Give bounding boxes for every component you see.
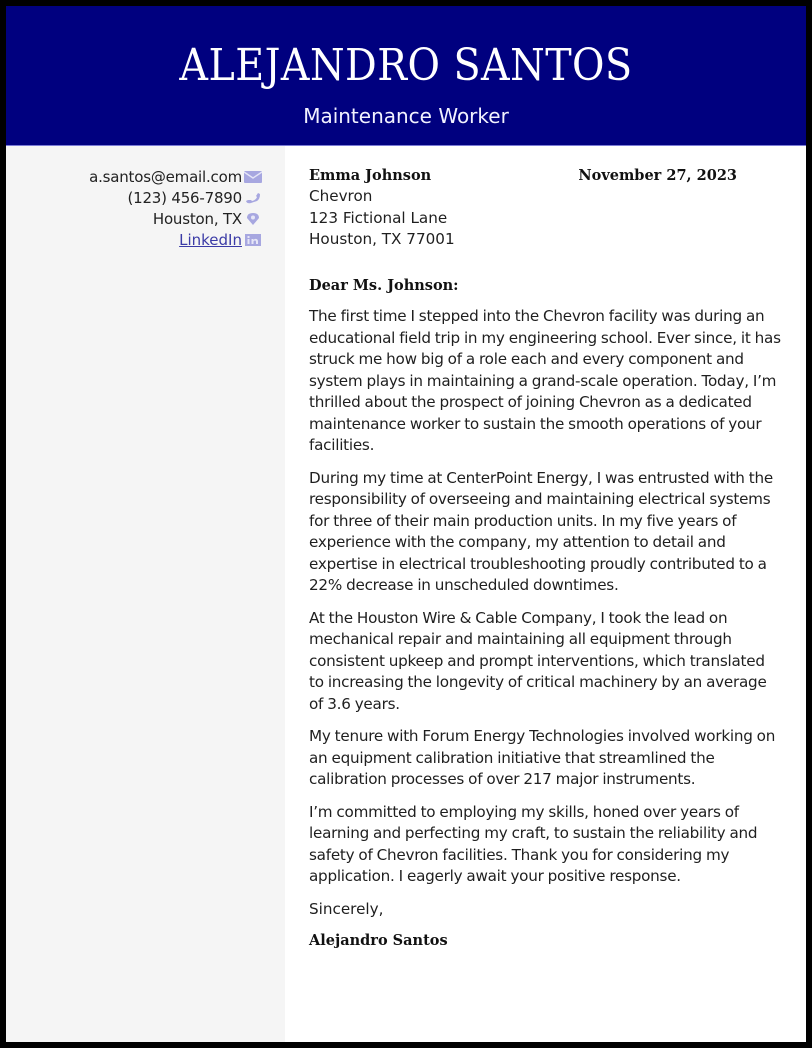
- recipient-street: 123 Fictional Lane: [309, 208, 448, 227]
- recipient-name: Emma Johnson: [309, 167, 432, 184]
- paragraph-intro: The first time I stepped into the Chevron facility was during an educational field trip in my engineering school. Ever since, it has struck me how big of a role each and every component and system plays in maintaining a grand-scale operation. Today, I’m thrilled about the prospect of joining Chevron as a dedicated maintenance worker to sustain the smooth operations of your facilities.: [309, 307, 781, 454]
- email-text: a.santos@email.com: [89, 167, 242, 186]
- paragraph-centerpoint: During my time at CenterPoint Energy, I was entrusted with the responsibility of overseeing and maintaining electrical systems for three of their main production units. In my five years of experience with the company, my attention to detail and expertise in electrical troubleshooting proudly contributed to a 22% decrease in unscheduled downtimes.: [309, 468, 773, 594]
- recipient-city: Houston, TX 77001: [309, 230, 455, 248]
- letter-top-row: [309, 165, 781, 186]
- signature: Alejandro Santos: [309, 932, 448, 949]
- letter-date: November 27, 2023: [578, 167, 737, 184]
- paragraph-forum-energy: My tenure with Forum Energy Technologies involved working on an equipment calibration initiative that streamlined the calibration processes of over 217 major instruments.: [309, 727, 776, 788]
- header-banner: [6, 6, 806, 146]
- paragraph-closing: I’m committed to employing my skills, honed over years of learning and perfecting my craft, to sustain the reliability and safety of Chevron facilities. Thank you for considering my application. I eagerly await your positive response.: [309, 802, 758, 885]
- job-title: Maintenance Worker: [303, 104, 509, 128]
- sidebar: [6, 146, 285, 1042]
- cover-letter-page: [6, 6, 806, 1042]
- closing-phrase: Sincerely,: [309, 899, 384, 918]
- salutation: Dear Ms. Johnson:: [309, 276, 459, 294]
- envelope-icon: [244, 170, 262, 184]
- linkedin-icon[interactable]: [244, 233, 262, 247]
- phone-text: (123) 456-7890: [127, 188, 242, 207]
- location-text: Houston, TX: [152, 209, 242, 228]
- contact-linkedin[interactable]: [89, 229, 262, 250]
- contact-location: [89, 208, 262, 229]
- letter-body: [309, 146, 781, 952]
- location-pin-icon: [244, 212, 262, 226]
- recipient-address: [309, 186, 781, 251]
- linkedin-link[interactable]: LinkedIn: [179, 230, 242, 249]
- phone-icon: [244, 191, 262, 205]
- recipient-company: Chevron: [309, 187, 373, 205]
- contact-phone: [89, 187, 262, 208]
- paragraph-houston-wire: At the Houston Wire & Cable Company, I took the lead on mechanical repair and maintaining all equipment through consistent upkeep and prompt interventions, which translated to increasing the longevity of critical machinery by an average of 3.6 years.: [309, 608, 767, 713]
- contact-info: [89, 166, 262, 250]
- contact-email: [89, 166, 262, 187]
- applicant-name: ALEJANDRO SANTOS: [179, 40, 633, 91]
